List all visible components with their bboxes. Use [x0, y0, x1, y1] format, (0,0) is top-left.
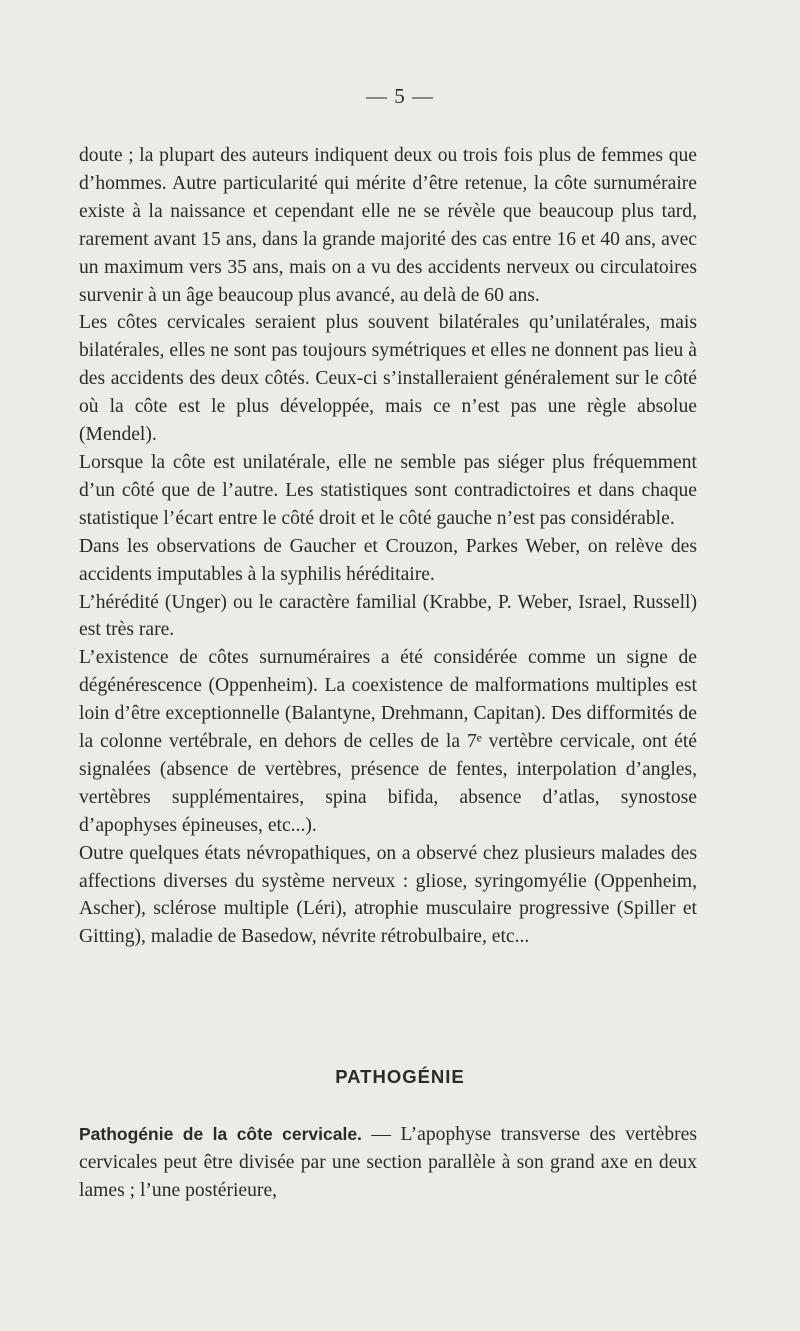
section-title: PATHOGÉNIE [335, 1066, 465, 1087]
paragraph-6: L’existence de côtes surnuméraires a été considérée comme un signe de dégénérescence (Oppenheim). La coexistence de malformations multiples est loin d’être exceptionnelle (Balantyne, Drehmann, Capitan). Des difformités de la colonne vertébrale, en dehors de celles de la 7ᵉ vertèbre cervicale, ont été signalées (absence de vertèbres, présence de fentes, interpolation d’angles, vertèbres supplémentaires, spina bifida, absence d’atlas, synostose d’apophyses épineuses, etc...). [79, 647, 697, 836]
paragraph-lead-heading: Pathogénie de la côte cervicale. [79, 1124, 362, 1144]
paragraph-text: — L’apophyse transverse des vertèbres cervicales peut être divisée par une section parallèle à son grand axe en deux lames ; l’une postérieure, [79, 1124, 697, 1201]
paragraph-3: Lorsque la côte est unilatérale, elle ne semble pas siéger plus fréquemment d’un côté que de l’autre. Les statistiques sont contradictoires et dans chaque statistique l’écart entre le côté droit et le côté gauche n’est pas considérable. [79, 451, 697, 529]
paragraph-4: Dans les observations de Gaucher et Crouzon, Parkes Weber, on relève des accidents imputables à la syphilis héréditaire. [79, 535, 697, 585]
body-text [79, 142, 697, 951]
page-number: — 5 — [366, 84, 434, 108]
paragraph-7: Outre quelques états névropathiques, on a observé chez plusieurs malades des affections diverses du système nerveux : gliose, syringomyélie (Oppenheim, Ascher), sclérose multiple (Léri), atrophie musculaire progressive (Spiller et Gitting), maladie de Basedow, névrite rétrobulbaire, etc... [79, 842, 697, 948]
paragraph-2: Les côtes cervicales seraient plus souvent bilatérales qu’unilatérales, mais bilatérales, elles ne sont pas toujours symétriques et elles ne donnent pas lieu à des accidents des deux côtés. Ceux-ci s’installeraient généralement sur le côté où la côte est le plus développée, mais ce n’est pas une règle absolue (Mendel). [79, 312, 697, 446]
final-paragraph [79, 1120, 697, 1205]
paragraph-5: L’hérédité (Unger) ou le caractère familial (Krabbe, P. Weber, Israel, Russell) est très rare. [79, 591, 697, 641]
paragraph-1: doute ; la plupart des auteurs indiquent deux ou trois fois plus de femmes que d’hommes. Autre particularité qui mérite d’être retenue, la côte surnuméraire existe à la naissance et cependant elle ne se révèle que beaucoup plus tard, rarement avant 15 ans, dans la grande majorité des cas entre 16 et 40 ans, avec un maximum vers 35 ans, mais on a vu des accidents nerveux ou circulatoires survenir à un âge beaucoup plus avancé, au delà de 60 ans. [79, 145, 697, 306]
